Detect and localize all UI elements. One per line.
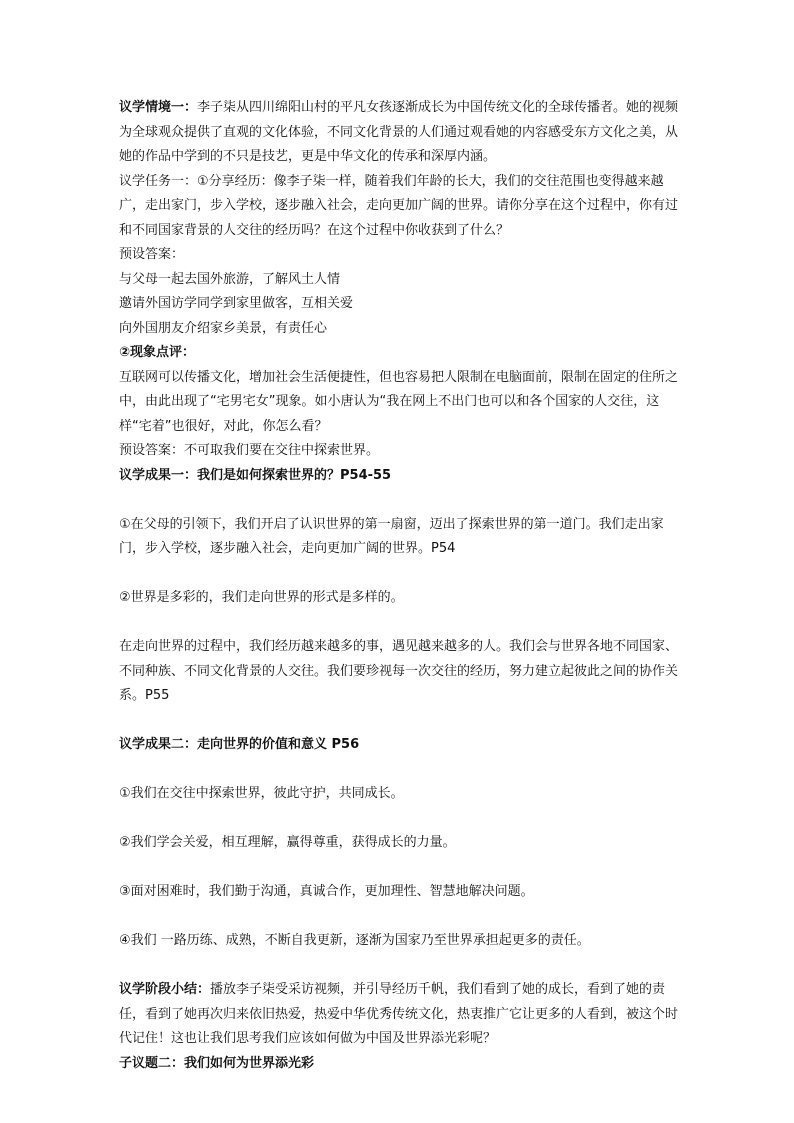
result2-item-1: ①我们在交往中探索世界，彼此守护，共同成长。 (119, 786, 404, 801)
spacer (119, 488, 679, 513)
preset-answer-label: 预设答案： (119, 247, 185, 262)
summary-text: 播放李子柒受采访视频，并引导经历千帆，我们看到了她的成长，看到了她的责任，看到了她再次归来依旧热爱，热爱中华优秀传统文化，热衷推广它让更多的人看到，被这个时代记住！这也让我们思考我们应该如何做为中国及世界添光彩呢？ (119, 982, 679, 1046)
result2-item-4: ④我们 一路历练、成熟，不断自我更新，逐渐为国家乃至世界承担起更多的责任。 (119, 933, 590, 948)
task-paragraph (119, 170, 679, 244)
spacer (119, 856, 679, 881)
result2-item-3: ③面对困难时，我们勤于沟通，真诚合作，更加理性、智慧地解决问题。 (119, 884, 534, 899)
result1-title: 议学成果一：我们是如何探索世界的？P54-55 (119, 467, 392, 483)
answer-item-2: 邀请外国访学同学到家里做客，互相关爱 (119, 296, 354, 311)
spacer (119, 807, 679, 832)
answer-item-3: 向外国朋友介绍家乡美景，有责任心 (119, 320, 328, 336)
result1-paragraph-2: ②世界是多彩的，我们走向世界的形式是多样的。 (119, 590, 404, 605)
spacer (119, 611, 679, 636)
task-text: ①分享经历：像李子柒一样，随着我们年龄的长大，我们的交往范围也变得越来越广，走出家门，步入学校，逐步融入社会，走向更加广阔的世界。请你分享在这个过程中，你有过和不同国家背景的人交往的经历吗？在这个过程中你收获到了什么？ (119, 173, 679, 238)
sub-topic-heading: 子议题二：我们如何为世界添光彩 (119, 1055, 315, 1071)
result2-item-2: ②我们学会关爱，相互理解，赢得尊重，获得成长的力量。 (119, 835, 456, 850)
scenario-text: 李子柒从四川绵阳山村的平凡女孩逐渐成长为中国传统文化的全球传播者。她的视频为全球观众提供了直观的文化体验，不同文化背景的人们通过观看她的内容感受东方文化之美，从她的作品中学到的不只是技艺，更是中华文化的传承和深厚内涵。 (119, 100, 679, 164)
spacer (119, 758, 679, 783)
summary-label: 议学阶段小结： (119, 982, 211, 997)
result2-title: 议学成果二：走向世界的价值和意义 P56 (119, 737, 360, 752)
spacer (119, 562, 679, 587)
spacer (119, 954, 679, 979)
document-body (119, 96, 679, 1076)
spacer (119, 709, 679, 734)
result1-paragraph-1: ①在父母的引领下，我们开启了认识世界的第一扇窗，迈出了探索世界的第一道门。我们走出家门，步入学校，逐步融入社会，走向更加广阔的世界。P54 (119, 516, 664, 556)
summary-paragraph (119, 978, 679, 1052)
comment-label: ②现象点评： (119, 345, 196, 360)
preset-answer-2: 预设答案：不可取我们要在交往中探索世界。 (119, 443, 380, 458)
scenario-label: 议学情境一： (119, 100, 198, 115)
task-label: 议学任务一： (119, 173, 198, 189)
comment-text: 互联网可以传播文化，增加社会生活便捷性，但也容易把人限制在电脑面前，限制在固定的住所之中，由此出现了“宅男宅女”现象。如小唐认为“我在网上不出门也可以和各个国家的人交往，这样“宅着”也很好，对此，你怎么看？ (119, 369, 679, 434)
spacer (119, 905, 679, 930)
answer-item-1: 与父母一起去国外旅游，了解风土人情 (119, 271, 341, 287)
result1-paragraph-3: 在走向世界的过程中，我们经历越来越多的事，遇见越来越多的人。我们会与世界各地不同国家、不同种族、不同文化背景的人交往。我们要珍视每一次交往的经历，努力建立起彼此之间的协作关系。P55 (119, 639, 679, 703)
scenario-paragraph (119, 96, 679, 170)
